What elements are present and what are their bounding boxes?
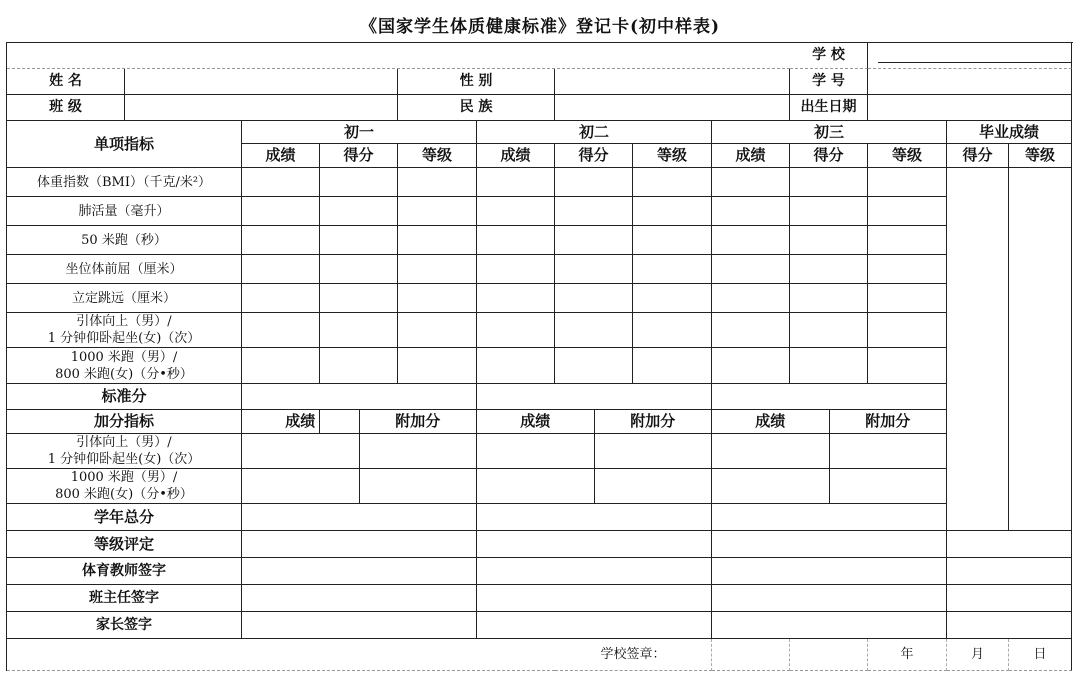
bonus-grade3-block (712, 410, 947, 504)
data-cell[interactable] (790, 348, 868, 384)
grade-1-header: 初一 (242, 121, 477, 144)
data-cell[interactable] (633, 313, 712, 348)
data-cell[interactable] (712, 255, 790, 284)
name-label: 姓 名 (7, 69, 125, 95)
data-cell[interactable] (868, 197, 947, 226)
signature-cell[interactable] (477, 612, 712, 639)
bonus-score-header: 成绩 (477, 410, 595, 434)
bonus-indicator-header: 加分指标 (7, 410, 242, 434)
data-cell[interactable] (633, 197, 712, 226)
bonus-grade1-block (242, 410, 477, 504)
data-cell[interactable] (712, 469, 830, 504)
level-rating-label: 等级评定 (7, 531, 242, 558)
item-label-1000m-800m (7, 348, 242, 384)
item-line2: 1 分钟仰卧起坐(女)（次） (47, 331, 201, 346)
month-label: 月 (947, 639, 1009, 671)
standard-score-grade3[interactable] (712, 384, 947, 410)
data-cell[interactable] (790, 313, 868, 348)
data-cell[interactable] (790, 197, 868, 226)
data-cell[interactable] (555, 284, 633, 313)
data-cell[interactable] (868, 226, 947, 255)
level-rating-grade2[interactable] (477, 531, 712, 558)
data-cell[interactable] (555, 255, 633, 284)
gender-field[interactable] (555, 69, 790, 95)
data-cell[interactable] (477, 348, 555, 384)
school-underline (878, 48, 1071, 63)
data-cell[interactable] (398, 255, 477, 284)
level-rating-grade1[interactable] (242, 531, 477, 558)
item-line2: 800 米跑(女)（分•秒） (55, 366, 193, 382)
item-line2: 1 分钟仰卧起坐(女)（次） (47, 452, 201, 467)
data-cell[interactable] (633, 348, 712, 384)
item-label-bmi: 体重指数（BMI）（千克/米²） (7, 168, 242, 197)
standard-score-grade1[interactable] (242, 384, 477, 410)
data-cell[interactable] (242, 348, 320, 384)
data-cell[interactable] (398, 168, 477, 197)
data-cell[interactable] (320, 168, 398, 197)
graduation-points-cell[interactable] (947, 168, 1009, 531)
data-cell[interactable] (790, 226, 868, 255)
data-cell[interactable] (320, 313, 398, 348)
data-cell[interactable] (320, 255, 398, 284)
bonus-label-1000m-800m (7, 469, 242, 504)
ethnicity-field[interactable] (555, 95, 790, 121)
grade-2-header: 初二 (477, 121, 712, 144)
data-cell[interactable] (477, 469, 595, 504)
data-cell[interactable] (242, 284, 320, 313)
sub-col-level: 等级 (633, 144, 712, 168)
data-cell[interactable] (633, 168, 712, 197)
bonus-label-pullup-situp (7, 434, 242, 469)
item-line1: 1000 米跑（男）/ (70, 349, 178, 365)
school-label: 学 校 (790, 43, 868, 69)
sub-col-level: 等级 (398, 144, 477, 168)
data-cell[interactable] (242, 197, 320, 226)
data-cell[interactable] (555, 168, 633, 197)
birthdate-label: 出生日期 (790, 95, 868, 121)
data-cell[interactable] (477, 168, 555, 197)
data-cell[interactable] (398, 348, 477, 384)
item-label-vital-capacity: 肺活量（毫升） (7, 197, 242, 226)
student-id-field[interactable] (868, 69, 1072, 95)
day-label: 日 (1009, 639, 1072, 671)
signature-cell[interactable] (947, 558, 1072, 585)
graduation-empty-cell[interactable] (947, 531, 1072, 558)
school-stamp-label: 学校签章： (555, 639, 712, 671)
data-cell[interactable] (595, 434, 713, 469)
bonus-score-header: 成绩 (712, 410, 830, 434)
data-cell[interactable] (477, 255, 555, 284)
data-cell[interactable] (320, 284, 398, 313)
school-stamp-field[interactable] (790, 639, 868, 671)
data-cell[interactable] (555, 226, 633, 255)
data-cell[interactable] (830, 434, 948, 469)
class-field[interactable] (125, 95, 398, 121)
data-cell[interactable] (868, 284, 947, 313)
data-cell[interactable] (242, 226, 320, 255)
data-cell[interactable] (830, 469, 948, 504)
standard-score-grade2[interactable] (477, 384, 712, 410)
data-cell[interactable] (477, 434, 595, 469)
sub-col-level: 等级 (868, 144, 947, 168)
item-label-50m: 50 米跑（秒） (7, 226, 242, 255)
sub-col-score: 成绩 (477, 144, 555, 168)
data-cell[interactable] (868, 348, 947, 384)
signature-cell[interactable] (242, 585, 477, 612)
data-cell[interactable] (320, 197, 398, 226)
blank-cell (7, 43, 790, 69)
annual-total-grade3[interactable] (712, 504, 947, 531)
grad-sub-col-points: 得分 (947, 144, 1009, 168)
data-cell[interactable] (555, 348, 633, 384)
signature-cell[interactable] (477, 585, 712, 612)
pe-teacher-signature-label: 体育教师签字 (7, 558, 242, 585)
data-cell[interactable] (477, 226, 555, 255)
data-cell[interactable] (555, 197, 633, 226)
gender-label: 性 别 (398, 69, 555, 95)
data-cell[interactable] (595, 469, 713, 504)
parent-signature-label: 家长签字 (7, 612, 242, 639)
annual-total-grade2[interactable] (477, 504, 712, 531)
sub-col-score: 成绩 (242, 144, 320, 168)
standard-score-label: 标准分 (7, 384, 242, 410)
data-cell[interactable] (712, 197, 790, 226)
sub-col-points: 得分 (320, 144, 398, 168)
sub-col-score: 成绩 (712, 144, 790, 168)
data-cell[interactable] (712, 226, 790, 255)
annual-total-label: 学年总分 (7, 504, 242, 531)
item-line1: 1000 米跑（男）/ (70, 470, 178, 485)
data-cell[interactable] (790, 255, 868, 284)
item-line1: 引体向上（男）/ (76, 435, 172, 450)
data-cell[interactable] (790, 284, 868, 313)
page-title: 《国家学生体质健康标准》登记卡(初中样表) (359, 17, 721, 37)
data-cell[interactable] (868, 168, 947, 197)
graduation-level-cell[interactable] (1009, 168, 1072, 531)
data-cell[interactable] (555, 313, 633, 348)
data-cell[interactable] (477, 197, 555, 226)
data-cell[interactable] (398, 226, 477, 255)
signature-cell[interactable] (712, 585, 947, 612)
data-cell[interactable] (712, 168, 790, 197)
ethnicity-label: 民 族 (398, 95, 555, 121)
name-field[interactable] (125, 69, 398, 95)
footer-blank (7, 639, 555, 671)
data-cell[interactable] (398, 313, 477, 348)
registration-card-table (6, 42, 1073, 671)
bonus-score-header: 成绩 (242, 410, 360, 434)
bonus-extra-points-header: 附加分 (595, 410, 713, 434)
grade-3-header: 初三 (712, 121, 947, 144)
data-cell[interactable] (712, 348, 790, 384)
data-cell[interactable] (790, 168, 868, 197)
signature-cell[interactable] (947, 612, 1072, 639)
year-label: 年 (868, 639, 947, 671)
data-cell[interactable] (242, 168, 320, 197)
student-id-label: 学 号 (790, 69, 868, 95)
annual-total-grade1[interactable] (242, 504, 477, 531)
data-cell[interactable] (242, 255, 320, 284)
data-cell[interactable] (242, 313, 320, 348)
data-cell[interactable] (477, 284, 555, 313)
item-line1: 引体向上（男）/ (76, 314, 172, 329)
data-cell[interactable] (868, 313, 947, 348)
signature-cell[interactable] (477, 558, 712, 585)
data-cell[interactable] (712, 434, 830, 469)
bonus-grade2-block (477, 410, 712, 504)
grad-sub-col-level: 等级 (1009, 144, 1072, 168)
data-cell[interactable] (320, 348, 398, 384)
level-rating-grade3[interactable] (712, 531, 947, 558)
data-cell[interactable] (242, 434, 360, 469)
data-cell[interactable] (398, 197, 477, 226)
item-label-pullup-situp (7, 313, 242, 348)
signature-cell[interactable] (712, 612, 947, 639)
data-cell[interactable] (360, 469, 478, 504)
data-cell[interactable] (633, 226, 712, 255)
data-cell[interactable] (360, 434, 478, 469)
sub-col-points: 得分 (790, 144, 868, 168)
bonus-extra-points-header: 附加分 (830, 410, 948, 434)
item-line2: 800 米跑(女)（分•秒） (55, 487, 193, 502)
class-teacher-signature-label: 班主任签字 (7, 585, 242, 612)
bonus-extra-points-header: 附加分 (360, 410, 478, 434)
signature-cell[interactable] (712, 558, 947, 585)
data-cell[interactable] (712, 313, 790, 348)
data-cell[interactable] (398, 284, 477, 313)
data-cell[interactable] (633, 255, 712, 284)
school-stamp-field[interactable] (712, 639, 790, 671)
data-cell[interactable] (477, 313, 555, 348)
graduation-header: 毕业成绩 (947, 121, 1072, 144)
data-cell[interactable] (242, 469, 360, 504)
signature-cell[interactable] (947, 585, 1072, 612)
birthdate-field[interactable] (868, 95, 1072, 121)
data-cell[interactable] (868, 255, 947, 284)
item-label-sit-reach: 坐位体前屈（厘米） (7, 255, 242, 284)
data-cell[interactable] (633, 284, 712, 313)
data-cell[interactable] (320, 226, 398, 255)
data-cell[interactable] (712, 284, 790, 313)
class-label: 班 级 (7, 95, 125, 121)
item-indicator-header: 单项指标 (7, 121, 242, 168)
item-label-long-jump: 立定跳远（厘米） (7, 284, 242, 313)
sub-col-points: 得分 (555, 144, 633, 168)
school-field[interactable] (868, 43, 1072, 69)
signature-cell[interactable] (242, 612, 477, 639)
signature-cell[interactable] (242, 558, 477, 585)
